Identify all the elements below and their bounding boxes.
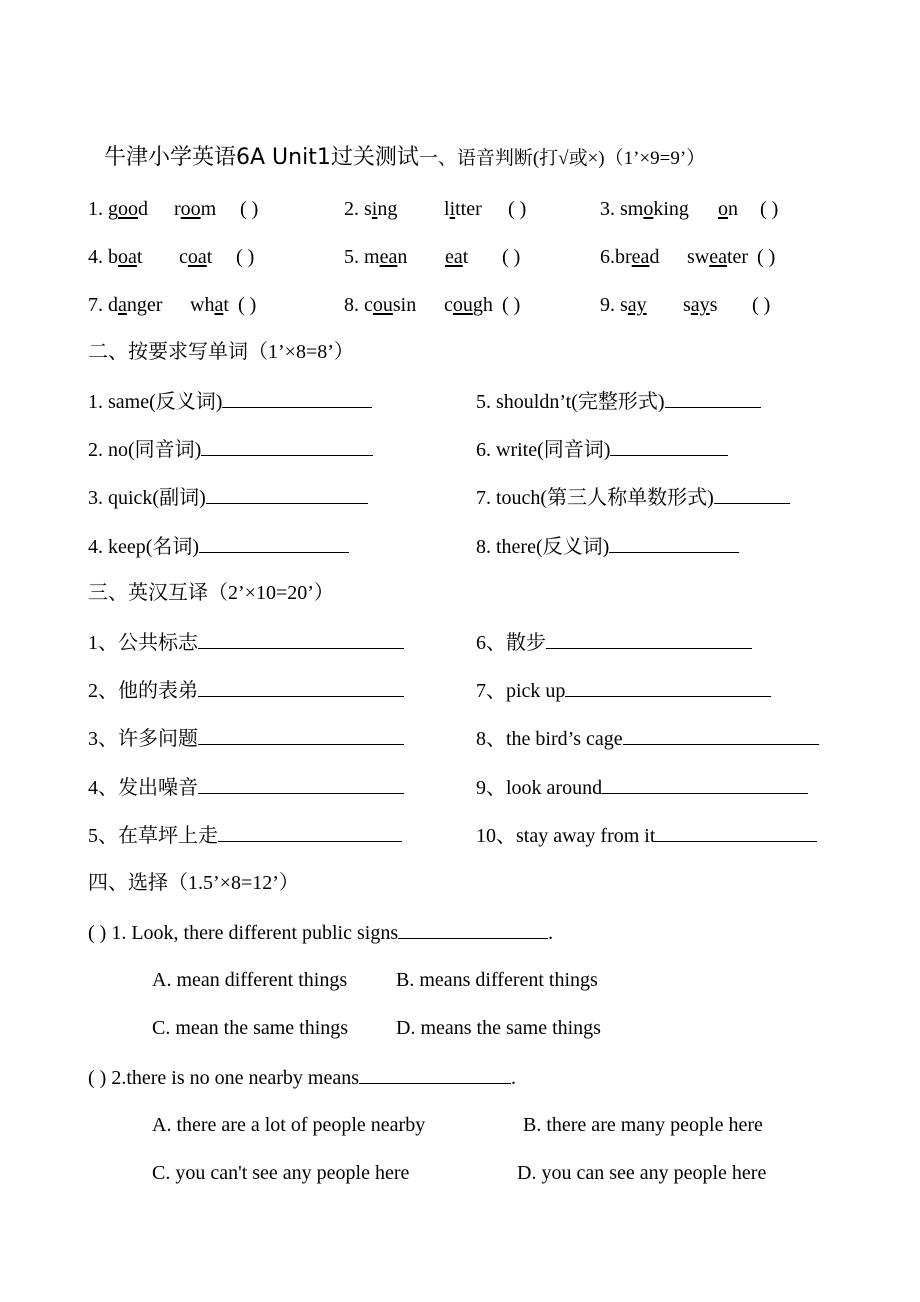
- word-b: eat: [445, 246, 469, 268]
- word-b: sweater: [687, 246, 749, 268]
- section4-heading: 四、选择（1.5’×8=12’）: [88, 872, 299, 894]
- phonics-word: [444, 293, 493, 317]
- word-a: cousin: [364, 294, 417, 316]
- section2-heading: 二、按要求写单词（1’×8=8’）: [88, 341, 354, 363]
- section3-heading: 三、英汉互译（2’×10=20’）: [88, 582, 334, 604]
- answer-blank[interactable]: [623, 726, 819, 745]
- word-a: sing: [364, 198, 398, 220]
- phonics-item: 7. danger: [88, 294, 163, 316]
- option-c[interactable]: C. mean the same things: [152, 1017, 349, 1039]
- translate-item: 3、许多问题: [88, 726, 404, 751]
- answer-paren[interactable]: ( ): [238, 294, 257, 316]
- answer-blank[interactable]: [610, 437, 728, 456]
- phonics-item: 2. sing: [344, 198, 398, 220]
- phonics-word: [718, 197, 738, 221]
- option-d[interactable]: D. means the same things: [396, 1017, 601, 1039]
- answer-paren[interactable]: ( ): [760, 198, 779, 220]
- section1-heading: 一、语音判断(打√或×)（1’×9=9’）: [418, 148, 706, 169]
- translate-item: 9、look around: [476, 775, 808, 800]
- answer-paren[interactable]: ( ): [508, 198, 527, 220]
- option-d[interactable]: D. you can see any people here: [517, 1162, 767, 1184]
- title-line: [104, 146, 705, 171]
- question-stem: 1. Look, there different public signs: [111, 922, 399, 944]
- word-b: room: [174, 198, 217, 220]
- translate-item: 8、the bird’s cage: [476, 726, 819, 751]
- word-a: bread: [615, 246, 660, 268]
- word-b: litter: [444, 198, 482, 220]
- question-stem: 2.there is no one nearby means: [111, 1067, 360, 1089]
- option-c[interactable]: C. you can't see any people here: [152, 1162, 410, 1184]
- answer-paren[interactable]: ( ): [502, 246, 521, 268]
- answer-blank[interactable]: [398, 920, 548, 939]
- option-b[interactable]: B. means different things: [396, 969, 598, 991]
- translate-item: 7、pick up: [476, 678, 771, 703]
- option-b[interactable]: B. there are many people here: [523, 1114, 763, 1136]
- answer-blank[interactable]: [546, 630, 752, 649]
- answer-blank[interactable]: [359, 1065, 511, 1084]
- option-a[interactable]: A. mean different things: [152, 969, 348, 991]
- translate-item: 2、他的表弟: [88, 678, 404, 703]
- phonics-word: [190, 293, 229, 317]
- phonics-item: 5. mean: [344, 246, 408, 268]
- translate-item: 4、发出噪音: [88, 775, 404, 800]
- translate-item: 1、公共标志: [88, 630, 404, 655]
- phonics-word: [683, 293, 717, 317]
- answer-blank[interactable]: [665, 389, 761, 408]
- answer-blank[interactable]: [222, 389, 372, 408]
- phonics-item: 9. say: [600, 294, 647, 316]
- answer-blank[interactable]: [198, 775, 404, 794]
- word-b: says: [683, 294, 718, 316]
- word-item: 2. no(同音词): [88, 437, 373, 462]
- phonics-item: 1. good: [88, 198, 148, 220]
- answer-blank[interactable]: [602, 775, 808, 794]
- answer-paren[interactable]: ( ): [757, 246, 776, 268]
- option-a[interactable]: A. there are a lot of people nearby: [152, 1114, 426, 1136]
- word-a: smoking: [620, 198, 689, 220]
- question-2: ( ) 2.there is no one nearby means .: [88, 1067, 517, 1089]
- translate-item: 5、在草坪上走: [88, 823, 402, 848]
- answer-paren[interactable]: ( ): [236, 246, 255, 268]
- phonics-item: 4. boat: [88, 246, 143, 268]
- answer-blank[interactable]: [198, 726, 404, 745]
- phonics-item: 6.bread: [600, 246, 660, 268]
- page-title: 牛津小学英语6A Unit1过关测试: [104, 145, 419, 170]
- word-b: cough: [444, 294, 493, 316]
- word-item: 3. quick(副词): [88, 485, 368, 510]
- word-item: 8. there(反义词): [476, 534, 739, 559]
- word-item: 4. keep(名词): [88, 534, 349, 559]
- answer-paren[interactable]: ( ): [88, 1067, 107, 1089]
- answer-blank[interactable]: [655, 823, 817, 842]
- answer-paren[interactable]: ( ): [502, 294, 521, 316]
- phonics-word: [174, 197, 216, 221]
- phonics-item: 8. cousin: [344, 294, 417, 316]
- word-item: 6. write(同音词): [476, 437, 728, 462]
- word-item: 7. touch(第三人称单数形式): [476, 485, 790, 510]
- phonics-item: 3. smoking: [600, 198, 689, 220]
- question-1: ( ) 1. Look, there different public signs .: [88, 922, 554, 944]
- translate-item: 6、散步: [476, 630, 752, 655]
- word-a: danger: [108, 294, 163, 316]
- word-b: what: [190, 294, 229, 316]
- word-a: say: [620, 294, 647, 316]
- translate-item: 10、stay away from it: [476, 823, 817, 848]
- word-item: 5. shouldn’t(完整形式): [476, 389, 761, 414]
- phonics-word: [179, 245, 212, 269]
- word-a: boat: [108, 246, 143, 268]
- word-b: on: [718, 198, 738, 220]
- phonics-word: [445, 245, 468, 269]
- answer-blank[interactable]: [609, 534, 739, 553]
- answer-paren[interactable]: ( ): [88, 922, 107, 944]
- answer-paren[interactable]: ( ): [240, 198, 259, 220]
- phonics-word: [687, 245, 748, 269]
- answer-paren[interactable]: ( ): [752, 294, 771, 316]
- answer-blank[interactable]: [201, 437, 373, 456]
- word-a: good: [108, 198, 148, 220]
- phonics-word: [444, 197, 482, 221]
- answer-blank[interactable]: [199, 534, 349, 553]
- answer-blank[interactable]: [198, 630, 404, 649]
- answer-blank[interactable]: [198, 678, 404, 697]
- word-a: mean: [364, 246, 408, 268]
- word-b: coat: [179, 246, 213, 268]
- answer-blank[interactable]: [714, 485, 790, 504]
- answer-blank[interactable]: [218, 823, 402, 842]
- word-item: 1. same(反义词): [88, 389, 372, 414]
- answer-blank[interactable]: [206, 485, 368, 504]
- answer-blank[interactable]: [565, 678, 771, 697]
